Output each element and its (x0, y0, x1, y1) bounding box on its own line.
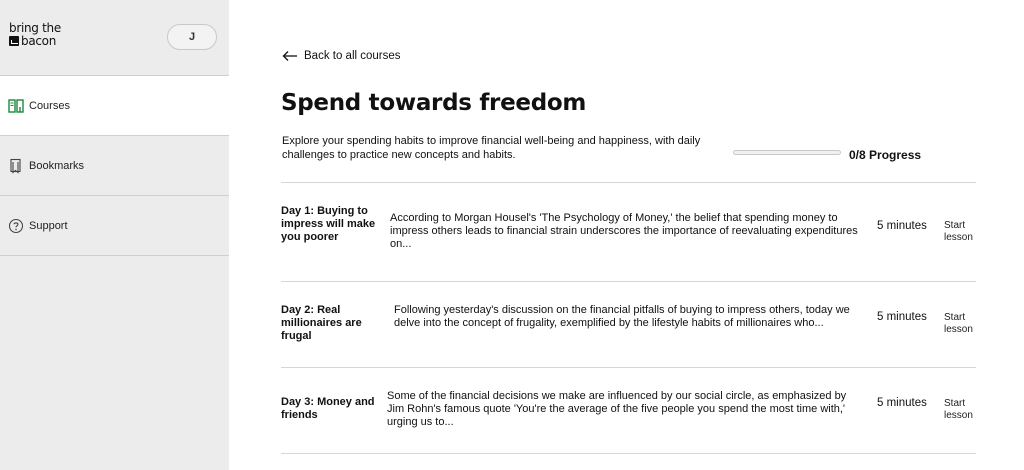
progress-bar (733, 150, 841, 155)
start-lesson-button[interactable]: Start lesson (944, 398, 973, 421)
lesson-title: Day 3: Money and friends (281, 396, 375, 421)
lesson-duration: 5 minutes (877, 220, 927, 232)
sidebar-item-label: Support (29, 220, 68, 232)
lesson-duration: 5 minutes (877, 311, 927, 323)
back-to-courses-link[interactable] (282, 50, 401, 62)
logo-line-2: bacon (21, 34, 57, 48)
page-title: Spend towards freedom (281, 90, 587, 116)
lesson-description: According to Morgan Housel's 'The Psychology of Money,' the belief that spending money to impress others leads to financial strain underscores the importance of reevaluating expenditures on... (390, 212, 858, 250)
sidebar-item-support[interactable] (0, 196, 229, 256)
bookmark-icon (8, 158, 24, 174)
logo-line-1: bring the (9, 21, 61, 35)
start-lesson-button[interactable]: Start lesson (944, 220, 973, 243)
progress-label: 0/8 Progress (849, 148, 922, 162)
logo-mark-icon (9, 36, 19, 46)
back-link-label: Back to all courses (304, 50, 401, 62)
lesson-row[interactable] (281, 368, 976, 453)
brand-header (0, 0, 229, 76)
lesson-row[interactable] (281, 282, 976, 367)
sidebar-item-label: Courses (29, 100, 70, 112)
lesson-description: Following yesterday's discussion on the financial pitfalls of buying to impress others, today we delve into the concept of frugality, exemplified by the lifestyle habits of millionaires who... (394, 304, 850, 329)
start-lesson-button[interactable]: Start lesson (944, 312, 973, 335)
arrow-left-icon (282, 50, 298, 62)
user-avatar[interactable]: J (167, 24, 217, 50)
logo[interactable] (9, 22, 61, 48)
lesson-title: Day 2: Real millionaires are frugal (281, 304, 362, 342)
lesson-row[interactable] (281, 183, 976, 281)
lesson-description: Some of the financial decisions we make are influenced by our social circle, as emphasized by Jim Rohn's famous quote 'You're the average of the five people you spend the most time with,' urging us to... (387, 390, 847, 428)
course-description: Explore your spending habits to improve financial well-being and happiness, with daily challenges to practice new concepts and habits. (282, 135, 701, 161)
sidebar (0, 0, 229, 470)
sidebar-item-label: Bookmarks (29, 160, 85, 172)
lesson-title: Day 1: Buying to impress will make you poorer (281, 205, 376, 243)
sidebar-item-bookmarks[interactable] (0, 136, 229, 196)
sidebar-item-courses[interactable] (0, 76, 229, 136)
book-icon (8, 98, 24, 114)
question-icon (8, 218, 24, 234)
lesson-duration: 5 minutes (877, 397, 927, 409)
divider (281, 453, 976, 454)
